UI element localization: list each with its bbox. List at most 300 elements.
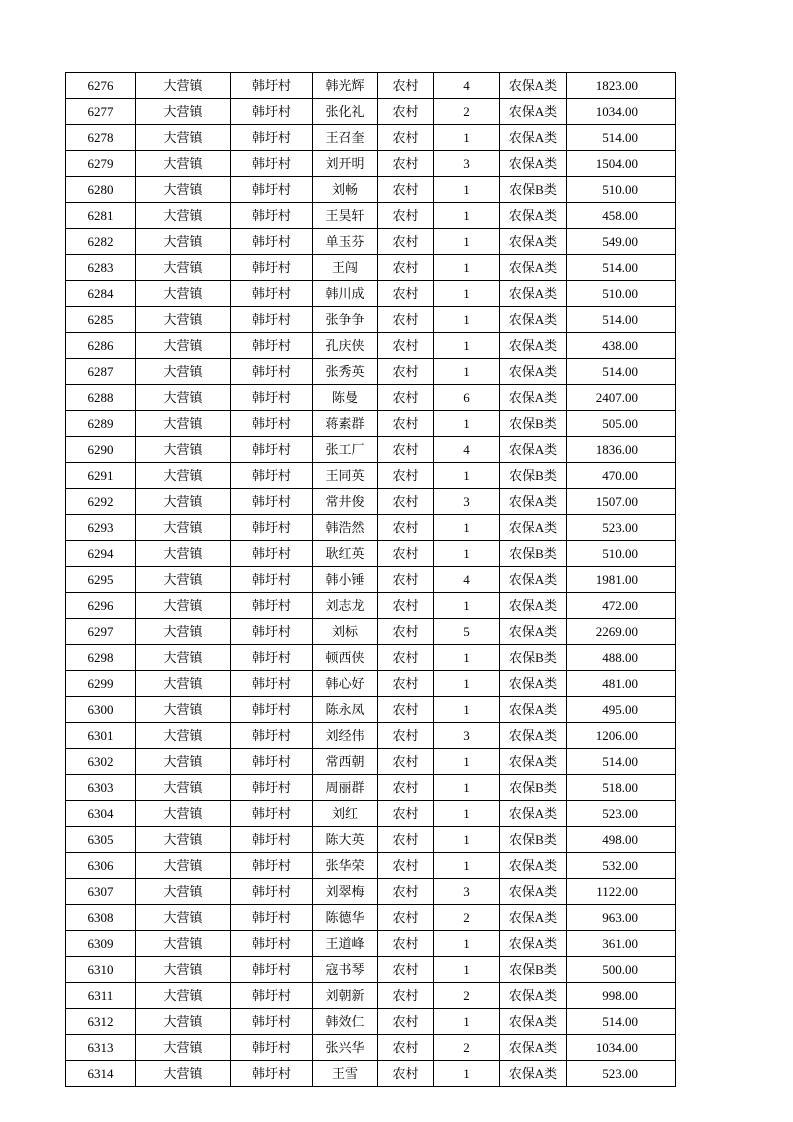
cell-town: 大营镇 — [136, 281, 231, 307]
cell-town: 大营镇 — [136, 827, 231, 853]
cell-id: 6292 — [66, 489, 136, 515]
cell-type: 农村 — [378, 385, 434, 411]
table-row — [66, 983, 676, 1009]
cell-count: 1 — [434, 541, 500, 567]
table-row — [66, 801, 676, 827]
cell-class: 农保A类 — [500, 1061, 567, 1087]
cell-village: 韩圩村 — [231, 567, 313, 593]
cell-amount: 2269.00 — [567, 619, 676, 645]
cell-class: 农保A类 — [500, 879, 567, 905]
cell-village: 韩圩村 — [231, 73, 313, 99]
cell-town: 大营镇 — [136, 567, 231, 593]
table-row — [66, 203, 676, 229]
cell-id: 6304 — [66, 801, 136, 827]
cell-class: 农保A类 — [500, 905, 567, 931]
cell-name: 张化礼 — [313, 99, 378, 125]
cell-count: 1 — [434, 359, 500, 385]
cell-count: 1 — [434, 749, 500, 775]
cell-amount: 549.00 — [567, 229, 676, 255]
cell-class: 农保A类 — [500, 229, 567, 255]
cell-name: 王雪 — [313, 1061, 378, 1087]
cell-amount: 498.00 — [567, 827, 676, 853]
cell-village: 韩圩村 — [231, 359, 313, 385]
cell-class: 农保A类 — [500, 307, 567, 333]
cell-class: 农保A类 — [500, 359, 567, 385]
cell-town: 大营镇 — [136, 203, 231, 229]
table-row — [66, 645, 676, 671]
cell-type: 农村 — [378, 671, 434, 697]
cell-village: 韩圩村 — [231, 281, 313, 307]
cell-name: 刘畅 — [313, 177, 378, 203]
cell-class: 农保B类 — [500, 645, 567, 671]
cell-town: 大营镇 — [136, 359, 231, 385]
cell-name: 陈永凤 — [313, 697, 378, 723]
cell-id: 6300 — [66, 697, 136, 723]
cell-amount: 505.00 — [567, 411, 676, 437]
cell-village: 韩圩村 — [231, 905, 313, 931]
cell-name: 韩光辉 — [313, 73, 378, 99]
cell-count: 1 — [434, 775, 500, 801]
cell-type: 农村 — [378, 203, 434, 229]
table-row — [66, 151, 676, 177]
cell-village: 韩圩村 — [231, 775, 313, 801]
cell-id: 6296 — [66, 593, 136, 619]
cell-type: 农村 — [378, 307, 434, 333]
table-row — [66, 931, 676, 957]
cell-id: 6286 — [66, 333, 136, 359]
cell-town: 大营镇 — [136, 177, 231, 203]
cell-name: 刘标 — [313, 619, 378, 645]
table-row — [66, 541, 676, 567]
cell-town: 大营镇 — [136, 671, 231, 697]
cell-type: 农村 — [378, 281, 434, 307]
table-row — [66, 229, 676, 255]
cell-village: 韩圩村 — [231, 957, 313, 983]
cell-id: 6281 — [66, 203, 136, 229]
cell-name: 韩效仁 — [313, 1009, 378, 1035]
table-row — [66, 593, 676, 619]
cell-type: 农村 — [378, 931, 434, 957]
cell-count: 1 — [434, 853, 500, 879]
cell-type: 农村 — [378, 541, 434, 567]
cell-name: 顿西侠 — [313, 645, 378, 671]
cell-amount: 472.00 — [567, 593, 676, 619]
cell-id: 6311 — [66, 983, 136, 1009]
cell-class: 农保A类 — [500, 983, 567, 1009]
cell-name: 刘开明 — [313, 151, 378, 177]
cell-town: 大营镇 — [136, 931, 231, 957]
cell-name: 寇书琴 — [313, 957, 378, 983]
cell-type: 农村 — [378, 255, 434, 281]
cell-type: 农村 — [378, 489, 434, 515]
cell-name: 刘志龙 — [313, 593, 378, 619]
cell-type: 农村 — [378, 879, 434, 905]
cell-town: 大营镇 — [136, 411, 231, 437]
table-row — [66, 697, 676, 723]
cell-id: 6278 — [66, 125, 136, 151]
cell-village: 韩圩村 — [231, 879, 313, 905]
table-row — [66, 333, 676, 359]
cell-town: 大营镇 — [136, 775, 231, 801]
cell-town: 大营镇 — [136, 697, 231, 723]
table-row — [66, 567, 676, 593]
cell-village: 韩圩村 — [231, 125, 313, 151]
cell-count: 1 — [434, 827, 500, 853]
cell-village: 韩圩村 — [231, 99, 313, 125]
cell-town: 大营镇 — [136, 593, 231, 619]
cell-class: 农保A类 — [500, 801, 567, 827]
cell-village: 韩圩村 — [231, 671, 313, 697]
beneficiary-table — [65, 72, 676, 1087]
cell-id: 6291 — [66, 463, 136, 489]
cell-id: 6290 — [66, 437, 136, 463]
cell-town: 大营镇 — [136, 255, 231, 281]
cell-amount: 361.00 — [567, 931, 676, 957]
cell-count: 1 — [434, 801, 500, 827]
table-row — [66, 775, 676, 801]
cell-amount: 523.00 — [567, 801, 676, 827]
cell-count: 2 — [434, 905, 500, 931]
cell-class: 农保A类 — [500, 1009, 567, 1035]
cell-class: 农保A类 — [500, 515, 567, 541]
cell-count: 5 — [434, 619, 500, 645]
table-row — [66, 723, 676, 749]
table-row — [66, 255, 676, 281]
cell-village: 韩圩村 — [231, 1061, 313, 1087]
cell-town: 大营镇 — [136, 333, 231, 359]
cell-amount: 1836.00 — [567, 437, 676, 463]
cell-town: 大营镇 — [136, 1009, 231, 1035]
cell-name: 王道峰 — [313, 931, 378, 957]
cell-amount: 1206.00 — [567, 723, 676, 749]
cell-town: 大营镇 — [136, 983, 231, 1009]
cell-amount: 1034.00 — [567, 1035, 676, 1061]
cell-town: 大营镇 — [136, 151, 231, 177]
cell-class: 农保A类 — [500, 697, 567, 723]
cell-count: 3 — [434, 151, 500, 177]
cell-class: 农保A类 — [500, 749, 567, 775]
table-row — [66, 125, 676, 151]
cell-id: 6303 — [66, 775, 136, 801]
cell-id: 6295 — [66, 567, 136, 593]
cell-type: 农村 — [378, 359, 434, 385]
cell-type: 农村 — [378, 177, 434, 203]
cell-id: 6276 — [66, 73, 136, 99]
cell-count: 1 — [434, 931, 500, 957]
table-row — [66, 177, 676, 203]
cell-id: 6288 — [66, 385, 136, 411]
cell-name: 单玉芬 — [313, 229, 378, 255]
cell-town: 大营镇 — [136, 73, 231, 99]
cell-count: 4 — [434, 567, 500, 593]
cell-type: 农村 — [378, 515, 434, 541]
cell-id: 6305 — [66, 827, 136, 853]
cell-type: 农村 — [378, 697, 434, 723]
cell-class: 农保B类 — [500, 463, 567, 489]
cell-amount: 532.00 — [567, 853, 676, 879]
cell-id: 6312 — [66, 1009, 136, 1035]
cell-village: 韩圩村 — [231, 723, 313, 749]
cell-village: 韩圩村 — [231, 515, 313, 541]
cell-name: 张工厂 — [313, 437, 378, 463]
cell-class: 农保B类 — [500, 827, 567, 853]
cell-id: 6285 — [66, 307, 136, 333]
cell-id: 6313 — [66, 1035, 136, 1061]
cell-count: 1 — [434, 1061, 500, 1087]
table-row — [66, 437, 676, 463]
table-row — [66, 671, 676, 697]
cell-amount: 488.00 — [567, 645, 676, 671]
cell-id: 6299 — [66, 671, 136, 697]
cell-id: 6294 — [66, 541, 136, 567]
cell-type: 农村 — [378, 749, 434, 775]
cell-amount: 514.00 — [567, 749, 676, 775]
cell-count: 1 — [434, 307, 500, 333]
cell-town: 大营镇 — [136, 853, 231, 879]
table-row — [66, 957, 676, 983]
cell-name: 韩小锤 — [313, 567, 378, 593]
cell-name: 韩心好 — [313, 671, 378, 697]
cell-count: 1 — [434, 411, 500, 437]
cell-class: 农保A类 — [500, 281, 567, 307]
cell-town: 大营镇 — [136, 1035, 231, 1061]
cell-id: 6308 — [66, 905, 136, 931]
cell-count: 1 — [434, 229, 500, 255]
cell-name: 刘朝新 — [313, 983, 378, 1009]
cell-type: 农村 — [378, 73, 434, 99]
table-row — [66, 99, 676, 125]
cell-id: 6297 — [66, 619, 136, 645]
cell-name: 陈大英 — [313, 827, 378, 853]
cell-class: 农保A类 — [500, 99, 567, 125]
cell-class: 农保A类 — [500, 255, 567, 281]
cell-class: 农保A类 — [500, 853, 567, 879]
cell-town: 大营镇 — [136, 619, 231, 645]
cell-class: 农保B类 — [500, 411, 567, 437]
cell-class: 农保A类 — [500, 333, 567, 359]
cell-type: 农村 — [378, 463, 434, 489]
cell-count: 2 — [434, 99, 500, 125]
cell-town: 大营镇 — [136, 801, 231, 827]
cell-type: 农村 — [378, 801, 434, 827]
cell-class: 农保A类 — [500, 203, 567, 229]
cell-amount: 1981.00 — [567, 567, 676, 593]
cell-count: 4 — [434, 73, 500, 99]
cell-village: 韩圩村 — [231, 203, 313, 229]
cell-type: 农村 — [378, 983, 434, 1009]
cell-type: 农村 — [378, 125, 434, 151]
cell-town: 大营镇 — [136, 385, 231, 411]
table-row — [66, 1061, 676, 1087]
cell-count: 1 — [434, 957, 500, 983]
cell-town: 大营镇 — [136, 437, 231, 463]
cell-id: 6310 — [66, 957, 136, 983]
cell-village: 韩圩村 — [231, 385, 313, 411]
cell-count: 1 — [434, 255, 500, 281]
cell-amount: 523.00 — [567, 1061, 676, 1087]
cell-count: 1 — [434, 177, 500, 203]
cell-amount: 1034.00 — [567, 99, 676, 125]
cell-type: 农村 — [378, 99, 434, 125]
cell-name: 刘经伟 — [313, 723, 378, 749]
cell-town: 大营镇 — [136, 879, 231, 905]
cell-type: 农村 — [378, 905, 434, 931]
cell-village: 韩圩村 — [231, 593, 313, 619]
table-row — [66, 385, 676, 411]
cell-name: 常西朝 — [313, 749, 378, 775]
cell-type: 农村 — [378, 645, 434, 671]
cell-class: 农保A类 — [500, 73, 567, 99]
table-row — [66, 489, 676, 515]
table-row — [66, 1035, 676, 1061]
cell-count: 1 — [434, 697, 500, 723]
cell-class: 农保A类 — [500, 385, 567, 411]
cell-count: 2 — [434, 1035, 500, 1061]
cell-count: 1 — [434, 645, 500, 671]
cell-class: 农保A类 — [500, 125, 567, 151]
cell-count: 1 — [434, 1009, 500, 1035]
cell-class: 农保A类 — [500, 593, 567, 619]
cell-amount: 495.00 — [567, 697, 676, 723]
cell-amount: 514.00 — [567, 1009, 676, 1035]
cell-type: 农村 — [378, 411, 434, 437]
cell-town: 大营镇 — [136, 723, 231, 749]
cell-class: 农保A类 — [500, 723, 567, 749]
cell-type: 农村 — [378, 229, 434, 255]
cell-village: 韩圩村 — [231, 619, 313, 645]
table-row — [66, 359, 676, 385]
cell-class: 农保A类 — [500, 619, 567, 645]
cell-class: 农保B类 — [500, 177, 567, 203]
cell-village: 韩圩村 — [231, 463, 313, 489]
cell-count: 1 — [434, 125, 500, 151]
cell-count: 1 — [434, 203, 500, 229]
cell-count: 1 — [434, 333, 500, 359]
cell-town: 大营镇 — [136, 957, 231, 983]
cell-town: 大营镇 — [136, 541, 231, 567]
cell-amount: 514.00 — [567, 359, 676, 385]
cell-village: 韩圩村 — [231, 489, 313, 515]
cell-amount: 514.00 — [567, 307, 676, 333]
cell-name: 刘红 — [313, 801, 378, 827]
cell-name: 周丽群 — [313, 775, 378, 801]
cell-amount: 500.00 — [567, 957, 676, 983]
cell-amount: 514.00 — [567, 125, 676, 151]
cell-type: 农村 — [378, 333, 434, 359]
table-row — [66, 827, 676, 853]
cell-village: 韩圩村 — [231, 983, 313, 1009]
cell-amount: 510.00 — [567, 541, 676, 567]
table-row — [66, 879, 676, 905]
cell-count: 1 — [434, 463, 500, 489]
cell-village: 韩圩村 — [231, 853, 313, 879]
cell-village: 韩圩村 — [231, 541, 313, 567]
cell-type: 农村 — [378, 853, 434, 879]
cell-amount: 998.00 — [567, 983, 676, 1009]
cell-id: 6307 — [66, 879, 136, 905]
cell-id: 6309 — [66, 931, 136, 957]
cell-type: 农村 — [378, 619, 434, 645]
cell-name: 常井俊 — [313, 489, 378, 515]
cell-id: 6301 — [66, 723, 136, 749]
cell-class: 农保A类 — [500, 671, 567, 697]
cell-name: 刘翠梅 — [313, 879, 378, 905]
table-row — [66, 853, 676, 879]
cell-town: 大营镇 — [136, 463, 231, 489]
table-row — [66, 749, 676, 775]
cell-amount: 470.00 — [567, 463, 676, 489]
cell-name: 张华荣 — [313, 853, 378, 879]
cell-village: 韩圩村 — [231, 1035, 313, 1061]
cell-type: 农村 — [378, 593, 434, 619]
cell-count: 3 — [434, 723, 500, 749]
cell-count: 3 — [434, 489, 500, 515]
cell-name: 张争争 — [313, 307, 378, 333]
cell-class: 农保B类 — [500, 957, 567, 983]
cell-count: 1 — [434, 515, 500, 541]
cell-type: 农村 — [378, 957, 434, 983]
cell-type: 农村 — [378, 827, 434, 853]
cell-name: 韩川成 — [313, 281, 378, 307]
cell-village: 韩圩村 — [231, 307, 313, 333]
cell-town: 大营镇 — [136, 229, 231, 255]
cell-amount: 523.00 — [567, 515, 676, 541]
table-row — [66, 411, 676, 437]
table-row — [66, 307, 676, 333]
cell-class: 农保A类 — [500, 1035, 567, 1061]
cell-type: 农村 — [378, 151, 434, 177]
cell-village: 韩圩村 — [231, 931, 313, 957]
cell-name: 王同英 — [313, 463, 378, 489]
cell-village: 韩圩村 — [231, 1009, 313, 1035]
table-row — [66, 905, 676, 931]
cell-amount: 2407.00 — [567, 385, 676, 411]
table-row — [66, 281, 676, 307]
cell-class: 农保A类 — [500, 931, 567, 957]
cell-name: 陈曼 — [313, 385, 378, 411]
cell-name: 陈德华 — [313, 905, 378, 931]
cell-class: 农保A类 — [500, 567, 567, 593]
cell-village: 韩圩村 — [231, 801, 313, 827]
table-row — [66, 1009, 676, 1035]
cell-amount: 458.00 — [567, 203, 676, 229]
cell-id: 6284 — [66, 281, 136, 307]
cell-town: 大营镇 — [136, 489, 231, 515]
cell-count: 2 — [434, 983, 500, 1009]
cell-amount: 510.00 — [567, 281, 676, 307]
cell-id: 6289 — [66, 411, 136, 437]
cell-name: 王闯 — [313, 255, 378, 281]
cell-type: 农村 — [378, 567, 434, 593]
cell-village: 韩圩村 — [231, 333, 313, 359]
cell-id: 6282 — [66, 229, 136, 255]
cell-amount: 1823.00 — [567, 73, 676, 99]
table-body — [66, 73, 676, 1087]
cell-count: 1 — [434, 671, 500, 697]
cell-type: 农村 — [378, 1009, 434, 1035]
cell-town: 大营镇 — [136, 645, 231, 671]
cell-type: 农村 — [378, 1061, 434, 1087]
cell-name: 孔庆侠 — [313, 333, 378, 359]
cell-amount: 963.00 — [567, 905, 676, 931]
cell-id: 6302 — [66, 749, 136, 775]
cell-town: 大营镇 — [136, 99, 231, 125]
cell-class: 农保A类 — [500, 489, 567, 515]
cell-amount: 514.00 — [567, 255, 676, 281]
cell-village: 韩圩村 — [231, 645, 313, 671]
cell-type: 农村 — [378, 723, 434, 749]
cell-id: 6287 — [66, 359, 136, 385]
